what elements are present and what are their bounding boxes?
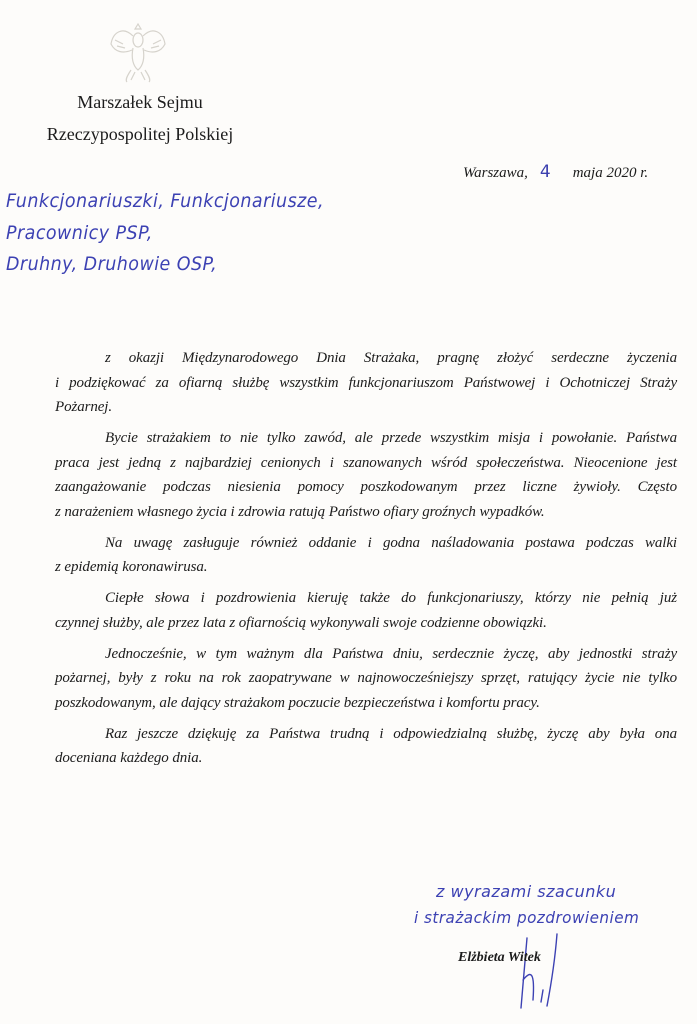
handwritten-signature: [505, 930, 575, 1010]
text-line: Raz jeszcze dziękuję za Państwa trudną i odpowiedzialną służbę, życzę aby była ona: [105, 725, 677, 742]
text-line: poszkodowanym, ale dający strażakom poczucie bezpieczeństwa i komfortu pracy.: [55, 694, 540, 711]
text-line: zaangażowanie podczas niesienia pomocy poszkodowanym przez liczne żywioły. Często: [55, 479, 677, 495]
paragraph: [55, 586, 677, 635]
text-line: Pożarnej.: [55, 399, 113, 415]
paragraph: [55, 722, 677, 771]
text-line: doceniana każdego dnia.: [55, 750, 203, 766]
text-line: Ciepłe słowa i pozdrowienia kieruję także do funkcjonariuszy, którzy nie pełnią już: [105, 590, 677, 606]
closing-line: i strażackim pozdrowieniem: [414, 908, 640, 927]
paragraph: [55, 426, 677, 524]
text-line: praca jest jedną z najbardziej cenionych i szanowanych wśród społeczeństwa. Nieocenione jest: [55, 454, 677, 471]
letter-date: [463, 162, 648, 182]
text-line: z narażeniem własnego życia i zdrowia ratują Państwo ofiary groźnych wypadków.: [55, 503, 545, 520]
paragraph: [55, 531, 677, 580]
date-day-handwritten: 4: [539, 162, 551, 182]
text-line: Jednocześnie, w tym ważnym dla Państwa dniu, serdecznie życzę, aby jednostki straży: [105, 645, 677, 662]
letterhead-title: Marszałek Sejmu: [77, 92, 203, 112]
closing-line: z wyrazami szacunku: [436, 882, 617, 901]
salutation-line: Druhny, Druhowie OSP,: [6, 253, 218, 275]
text-line: z okazji Międzynarodowego Dnia Strażaka, pragnę złożyć serdeczne życzenia: [105, 350, 677, 366]
letterhead-subtitle: Rzeczypospolitej Polskiej: [46, 124, 234, 144]
salutation-line: Funkcjonariuszki, Funkcjonariusze,: [6, 190, 325, 212]
text-line: z epidemią koronawirusa.: [55, 559, 208, 575]
date-city: Warszawa,: [463, 165, 528, 181]
paragraph: [55, 346, 677, 420]
text-line: pożarnej, były z roku na rok zaopatrywane w najnowocześniejszy sprzęt, ratujący życie nie tylko: [55, 670, 677, 686]
polish-eagle-emblem-icon: [105, 18, 171, 84]
date-month-year: maja 2020 r.: [572, 165, 649, 181]
paragraph: [55, 642, 677, 716]
text-line: Na uwagę zasługuje również oddanie i godna naśladowania postawa podczas walki: [105, 534, 677, 551]
text-line: czynnej służby, ale przez lata z ofiarnością wykonywali swoje codzienne obowiązki.: [55, 614, 547, 631]
text-line: Bycie strażakiem to nie tylko zawód, ale przede wszystkim misja i powołanie. Państwa: [105, 430, 677, 446]
salutation-line: Pracownicy PSP,: [6, 222, 153, 244]
text-line: i podziękować za ofiarną służbę wszystkim funkcjonariuszom Państwowej i Ochotniczej Straży: [55, 374, 677, 391]
letter-body: [55, 346, 677, 777]
signer-name: Elżbieta Witek: [458, 950, 541, 965]
